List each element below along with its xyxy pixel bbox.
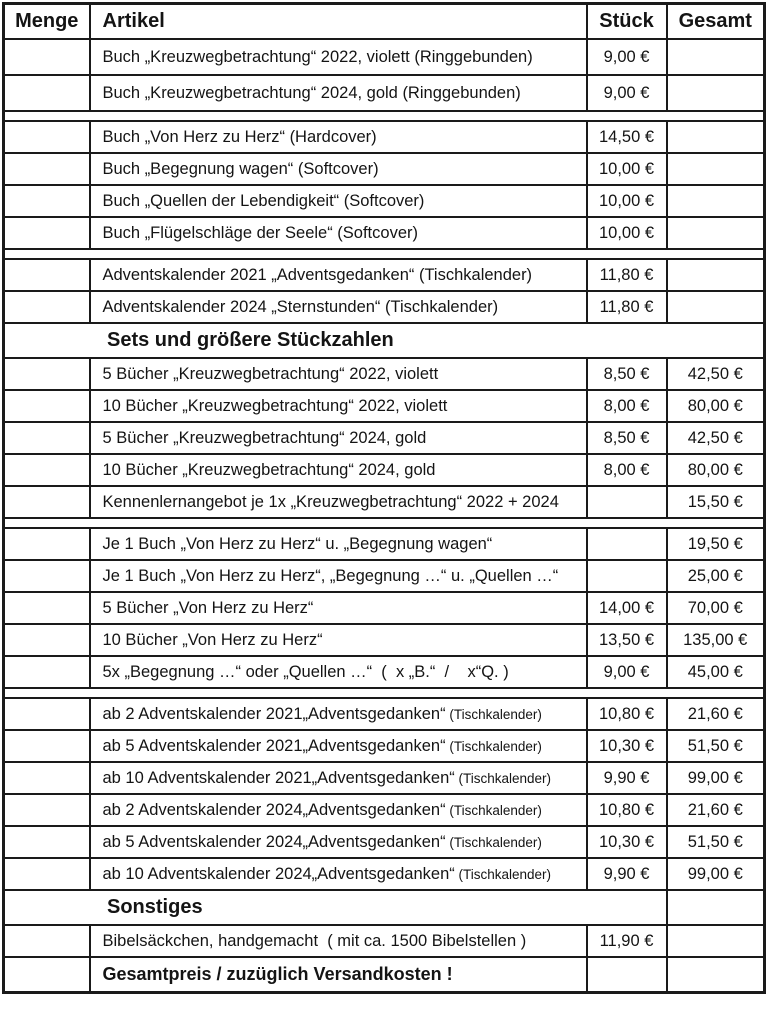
quantity-cell [4, 358, 90, 390]
unit-price-cell: 13,50 € [587, 624, 667, 656]
unit-price-cell: 10,00 € [587, 217, 667, 249]
quantity-cell [4, 121, 90, 153]
unit-price-cell: 9,00 € [587, 39, 667, 75]
unit-price-cell: 11,80 € [587, 291, 667, 323]
article-cell [90, 592, 587, 624]
item-row [4, 217, 765, 249]
total-price-cell [667, 75, 765, 111]
article-cell [90, 624, 587, 656]
article-text: Buch „Von Herz zu Herz“ (Hardcover) [102, 127, 377, 146]
quantity-cell [4, 39, 90, 75]
article-text: Je 1 Buch „Von Herz zu Herz“, „Begegnung …“ u. „Quellen …“ [102, 566, 559, 585]
quantity-cell [4, 560, 90, 592]
total-price-cell [667, 957, 765, 993]
article-text: 5x „Begegnung …“ oder „Quellen …“ ( x „B.“ / x“Q. ) [102, 662, 509, 681]
total-row [4, 957, 765, 993]
item-row [4, 75, 765, 111]
unit-price-cell [587, 957, 667, 993]
quantity-cell [4, 454, 90, 486]
unit-price-cell: 8,50 € [587, 422, 667, 454]
quantity-cell [4, 730, 90, 762]
article-text: 10 Bücher „Kreuzwegbetrachtung“ 2022, violett [102, 396, 448, 415]
item-row [4, 528, 765, 560]
item-row [4, 153, 765, 185]
total-price-cell: 51,50 € [667, 730, 765, 762]
order-price-table [2, 2, 766, 994]
column-header-artikel: Artikel [90, 4, 587, 40]
quantity-cell [4, 185, 90, 217]
spacer-row [4, 111, 765, 121]
quantity-cell [4, 217, 90, 249]
item-row [4, 185, 765, 217]
article-cell [90, 925, 587, 957]
article-text: Bibelsäckchen, handgemacht ( mit ca. 1500 Bibelstellen ) [102, 931, 527, 950]
unit-price-cell: 10,30 € [587, 730, 667, 762]
article-cell [90, 358, 587, 390]
article-text: 10 Bücher „Kreuzwegbetrachtung“ 2024, gold [102, 460, 436, 479]
article-text-small: (Tischkalender) [445, 802, 542, 818]
quantity-cell [4, 762, 90, 794]
total-price-cell: 42,50 € [667, 358, 765, 390]
section-row [4, 890, 765, 925]
item-row [4, 121, 765, 153]
item-row [4, 291, 765, 323]
unit-price-cell: 9,90 € [587, 762, 667, 794]
total-price-cell: 21,60 € [667, 698, 765, 730]
unit-price-cell: 14,50 € [587, 121, 667, 153]
article-cell [90, 390, 587, 422]
total-price-cell [667, 925, 765, 957]
article-text-small: (Tischkalender) [454, 866, 552, 882]
quantity-cell [4, 624, 90, 656]
spacer-row [4, 249, 765, 259]
section-title: Sets und größere Stückzahlen [4, 323, 765, 358]
unit-price-cell: 10,00 € [587, 153, 667, 185]
unit-price-cell: 8,50 € [587, 358, 667, 390]
item-row [4, 358, 765, 390]
article-text-small: (Tischkalender) [445, 738, 542, 754]
item-row [4, 656, 765, 688]
table-body [4, 39, 765, 993]
article-cell [90, 794, 587, 826]
total-price-cell [667, 39, 765, 75]
quantity-cell [4, 656, 90, 688]
spacer-cell [4, 688, 765, 698]
article-text: Je 1 Buch „Von Herz zu Herz“ u. „Begegnung wagen“ [102, 534, 493, 553]
article-cell [90, 422, 587, 454]
unit-price-cell: 11,80 € [587, 259, 667, 291]
article-text: 10 Bücher „Von Herz zu Herz“ [102, 630, 323, 649]
quantity-cell [4, 826, 90, 858]
total-price-cell [667, 153, 765, 185]
quantity-cell [4, 528, 90, 560]
article-cell [90, 217, 587, 249]
unit-price-cell: 9,00 € [587, 656, 667, 688]
total-price-cell: 70,00 € [667, 592, 765, 624]
total-price-cell [667, 217, 765, 249]
total-price-cell: 135,00 € [667, 624, 765, 656]
quantity-cell [4, 794, 90, 826]
quantity-cell [4, 390, 90, 422]
column-header-menge: Menge [4, 4, 90, 40]
quantity-cell [4, 259, 90, 291]
quantity-cell [4, 858, 90, 890]
quantity-cell [4, 486, 90, 518]
article-cell [90, 153, 587, 185]
article-cell [90, 454, 587, 486]
unit-price-cell: 10,80 € [587, 698, 667, 730]
total-price-cell: 80,00 € [667, 390, 765, 422]
article-text: ab 5 Adventskalender 2024„Adventsgedanken“ [102, 832, 446, 851]
item-row [4, 925, 765, 957]
article-text: Buch „Quellen der Lebendigkeit“ (Softcover) [102, 191, 425, 210]
total-price-cell [667, 121, 765, 153]
quantity-cell [4, 291, 90, 323]
column-header-gesamt: Gesamt [667, 4, 765, 40]
item-row [4, 698, 765, 730]
article-text: ab 10 Adventskalender 2024„Adventsgedanken“ [102, 864, 455, 883]
total-price-cell: 45,00 € [667, 656, 765, 688]
total-price-cell: 99,00 € [667, 858, 765, 890]
article-cell [90, 858, 587, 890]
unit-price-cell: 10,00 € [587, 185, 667, 217]
article-cell [90, 39, 587, 75]
total-price-cell [667, 890, 765, 925]
item-row [4, 486, 765, 518]
article-cell [90, 185, 587, 217]
column-header-stueck: Stück [587, 4, 667, 40]
spacer-cell [4, 518, 765, 528]
unit-price-cell [587, 528, 667, 560]
spacer-cell [4, 249, 765, 259]
total-price-cell: 51,50 € [667, 826, 765, 858]
item-row [4, 762, 765, 794]
item-row [4, 422, 765, 454]
unit-price-cell [587, 560, 667, 592]
unit-price-cell: 9,00 € [587, 75, 667, 111]
item-row [4, 592, 765, 624]
article-cell [90, 75, 587, 111]
total-price-cell: 15,50 € [667, 486, 765, 518]
unit-price-cell: 9,90 € [587, 858, 667, 890]
article-cell [90, 698, 587, 730]
article-cell [90, 486, 587, 518]
article-text: Kennenlernangebot je 1x „Kreuzwegbetrachtung“ 2022 + 2024 [102, 492, 559, 511]
quantity-cell [4, 153, 90, 185]
article-text: 5 Bücher „Kreuzwegbetrachtung“ 2024, gold [102, 428, 427, 447]
header-row [4, 4, 765, 40]
article-cell [90, 121, 587, 153]
unit-price-cell: 8,00 € [587, 454, 667, 486]
article-text: Adventskalender 2024 „Sternstunden“ (Tischkalender) [102, 297, 499, 316]
item-row [4, 454, 765, 486]
total-price-cell [667, 185, 765, 217]
article-cell [90, 826, 587, 858]
total-price-cell: 19,50 € [667, 528, 765, 560]
unit-price-cell [587, 486, 667, 518]
article-text: Buch „Flügelschläge der Seele“ (Softcover) [102, 223, 418, 242]
unit-price-cell: 10,80 € [587, 794, 667, 826]
article-cell [90, 528, 587, 560]
item-row [4, 730, 765, 762]
article-text-small: (Tischkalender) [445, 706, 542, 722]
total-price-cell: 25,00 € [667, 560, 765, 592]
article-cell [90, 656, 587, 688]
total-price-cell: 42,50 € [667, 422, 765, 454]
total-price-cell [667, 259, 765, 291]
spacer-cell [4, 111, 765, 121]
article-text: Buch „Kreuzwegbetrachtung“ 2024, gold (Ringgebunden) [102, 83, 521, 102]
item-row [4, 39, 765, 75]
quantity-cell [4, 592, 90, 624]
article-cell [90, 730, 587, 762]
total-price-cell: 80,00 € [667, 454, 765, 486]
spacer-row [4, 688, 765, 698]
total-price-cell: 21,60 € [667, 794, 765, 826]
total-price-cell: 99,00 € [667, 762, 765, 794]
article-cell [90, 560, 587, 592]
quantity-cell [4, 698, 90, 730]
item-row [4, 560, 765, 592]
item-row [4, 826, 765, 858]
item-row [4, 390, 765, 422]
quantity-cell [4, 925, 90, 957]
article-text: ab 5 Adventskalender 2021„Adventsgedanken“ [102, 736, 446, 755]
article-text: ab 2 Adventskalender 2024„Adventsgedanken“ [102, 800, 446, 819]
item-row [4, 858, 765, 890]
quantity-cell [4, 422, 90, 454]
section-row [4, 323, 765, 358]
article-cell [90, 957, 587, 993]
article-text: 5 Bücher „Kreuzwegbetrachtung“ 2022, violett [102, 364, 439, 383]
item-row [4, 259, 765, 291]
article-text: Adventskalender 2021 „Adventsgedanken“ (Tischkalender) [102, 265, 533, 284]
item-row [4, 794, 765, 826]
unit-price-cell: 10,30 € [587, 826, 667, 858]
unit-price-cell: 11,90 € [587, 925, 667, 957]
item-row [4, 624, 765, 656]
article-cell [90, 259, 587, 291]
unit-price-cell: 8,00 € [587, 390, 667, 422]
article-text: Buch „Kreuzwegbetrachtung“ 2022, violett (Ringgebunden) [102, 47, 533, 66]
article-text: Gesamtpreis / zuzüglich Versandkosten ! [102, 964, 453, 984]
article-text-small: (Tischkalender) [445, 834, 542, 850]
article-text: 5 Bücher „Von Herz zu Herz“ [102, 598, 314, 617]
quantity-cell [4, 957, 90, 993]
article-text: Buch „Begegnung wagen“ (Softcover) [102, 159, 379, 178]
section-title: Sonstiges [4, 890, 667, 925]
article-text: ab 10 Adventskalender 2021„Adventsgedanken“ [102, 768, 455, 787]
article-cell [90, 762, 587, 794]
spacer-row [4, 518, 765, 528]
quantity-cell [4, 75, 90, 111]
unit-price-cell: 14,00 € [587, 592, 667, 624]
total-price-cell [667, 291, 765, 323]
article-cell [90, 291, 587, 323]
article-text-small: (Tischkalender) [454, 770, 552, 786]
article-text: ab 2 Adventskalender 2021„Adventsgedanken“ [102, 704, 446, 723]
